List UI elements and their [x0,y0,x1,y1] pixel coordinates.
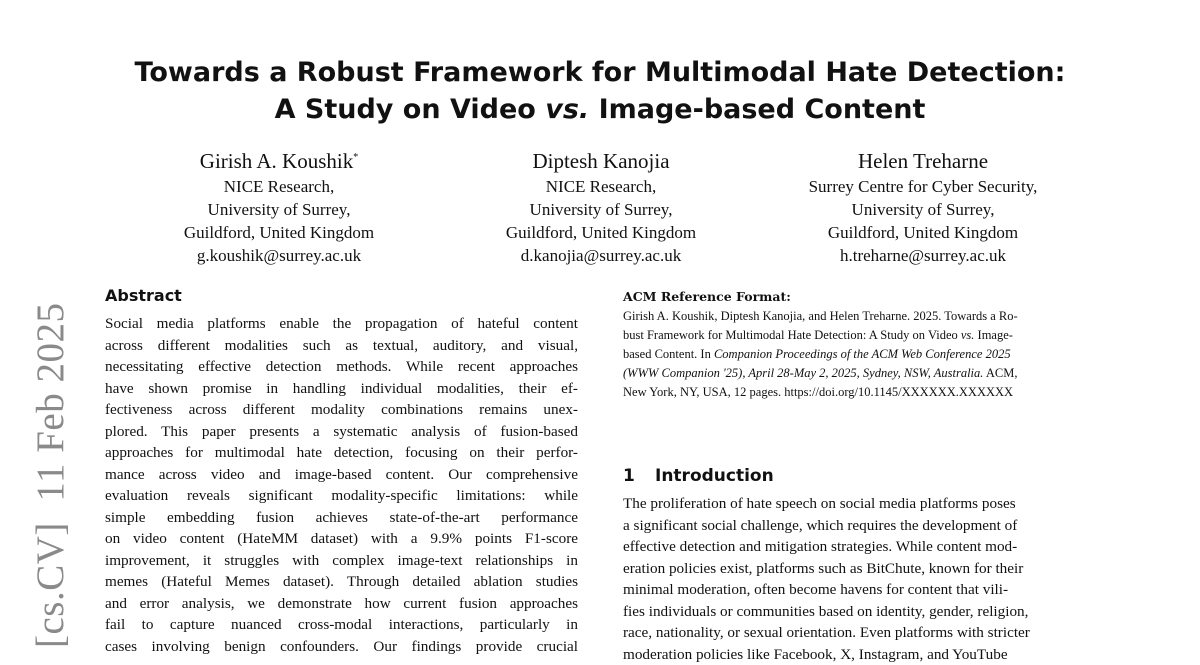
author-email[interactable]: g.koushik@surrey.ac.uk [119,244,439,267]
abstract-line: improvement, it struggles with complex image-text relationships in [105,550,578,572]
acm-reference-body [623,307,1097,402]
author-affiliation: Guildford, United Kingdom [763,221,1083,244]
author-affiliation: University of Surrey, [441,198,761,221]
abstract-line: fectiveness across different modality combinations remains unex- [105,399,578,421]
author-affiliation: Guildford, United Kingdom [119,221,439,244]
abstract-line: have shown promise in handling individual modalities, their ef- [105,378,578,400]
abstract-section [105,285,578,657]
author-affiliation: NICE Research, [119,175,439,198]
abstract-line: necessitating effective detection methods. While recent approaches [105,356,578,378]
title-line-2-end: Image-based Content [589,94,925,125]
reference-line [623,364,1097,383]
intro-line: eration policies exist, platforms such as BitChute, known for their [623,558,1097,580]
arxiv-identifier-stamp: [cs.CV] 11 Feb 2025 [28,303,73,648]
acm-reference-heading: ACM Reference Format: [623,289,1097,305]
abstract-heading: Abstract [105,285,578,307]
author-email[interactable]: d.kanojia@surrey.ac.uk [441,244,761,267]
author-name [441,148,761,175]
reference-text: bust Framework for Multimodal Hate Detection: A Study on Video [623,328,961,342]
reference-line: Girish A. Koushik, Diptesh Kanojia, and Helen Treharne. 2025. Towards a Ro- [623,307,1097,326]
title-line-1: Towards a Robust Framework for Multimodal Hate Detection: [0,54,1200,91]
author-3 [763,148,1083,267]
intro-line: minimal moderation, often become havens for content that vili- [623,579,1097,601]
section-number: 1 [623,464,655,488]
intro-line: The proliferation of hate speech on social media platforms poses [623,493,1097,515]
abstract-line: on video content (HateMM dataset) with a 9.9% points F1-score [105,528,578,550]
acm-reference-section [623,289,1097,402]
intro-line: a significant social challenge, which requires the development of [623,515,1097,537]
author-email[interactable]: h.treharne@surrey.ac.uk [763,244,1083,267]
abstract-line: fail to capture nuanced cross-modal interactions, particularly in [105,614,578,636]
abstract-line: plored. This paper presents a systematic analysis of fusion-based [105,421,578,443]
intro-line: race, nationality, or sexual orientation. Even platforms with stricter [623,622,1097,644]
abstract-line: evaluation reveals significant modality-specific limitations: while [105,485,578,507]
author-affiliation: Surrey Centre for Cyber Security, [763,175,1083,198]
title-line-2 [0,91,1200,128]
author-name [763,148,1083,175]
reference-text: based Content. In [623,347,714,361]
abstract-line: mance across video and image-based content. Our comprehensive [105,464,578,486]
reference-line [623,345,1097,364]
introduction-heading [623,464,774,488]
abstract-line: simple embedding fusion achieves state-of-the-art performance [105,507,578,529]
abstract-line: Social media platforms enable the propagation of hateful content [105,313,578,335]
author-affiliation: NICE Research, [441,175,761,198]
author-2 [441,148,761,267]
author-name [119,148,439,175]
reference-doi-line[interactable]: New York, NY, USA, 12 pages. https://doi.org/10.1145/XXXXXX.XXXXXX [623,383,1097,402]
intro-line: fies individuals or communities based on identity, gender, religion, [623,601,1097,623]
author-name-text: Diptesh Kanojia [532,149,669,173]
reference-venue: Companion Proceedings of the ACM Web Conference 2025 [714,347,1011,361]
title-vs: vs. [545,94,589,125]
abstract-line: memes (Hateful Memes dataset). Through detailed ablation studies [105,571,578,593]
author-affiliation: University of Surrey, [119,198,439,221]
abstract-line: and error analysis, we demonstrate how current fusion approaches [105,593,578,615]
reference-line [623,326,1097,345]
abstract-line: across different modalities such as textual, auditory, and visual, [105,335,578,357]
reference-italic: vs. [961,328,975,342]
author-footnote-mark: * [353,152,358,163]
reference-text: ACM, [983,366,1017,380]
title-line-2-start: A Study on Video [275,94,546,125]
author-affiliation: University of Surrey, [763,198,1083,221]
author-name-text: Girish A. Koushik [200,149,353,173]
abstract-line: cases involving benign confounders. Our findings provide crucial [105,636,578,658]
abstract-body [105,313,578,657]
intro-line: moderation policies like Facebook, X, Instagram, and YouTube [623,644,1097,665]
author-name-text: Helen Treharne [858,149,988,173]
paper-title [0,54,1200,128]
section-title: Introduction [655,466,774,486]
introduction-body [623,493,1097,665]
intro-line: effective detection and mitigation strategies. While content mod- [623,536,1097,558]
abstract-line: approaches for multimodal hate detection, focusing on their perfor- [105,442,578,464]
reference-venue: (WWW Companion '25), April 28-May 2, 2025, Sydney, NSW, Australia. [623,366,983,380]
author-affiliation: Guildford, United Kingdom [441,221,761,244]
author-1 [119,148,439,267]
reference-text: Image- [974,328,1013,342]
